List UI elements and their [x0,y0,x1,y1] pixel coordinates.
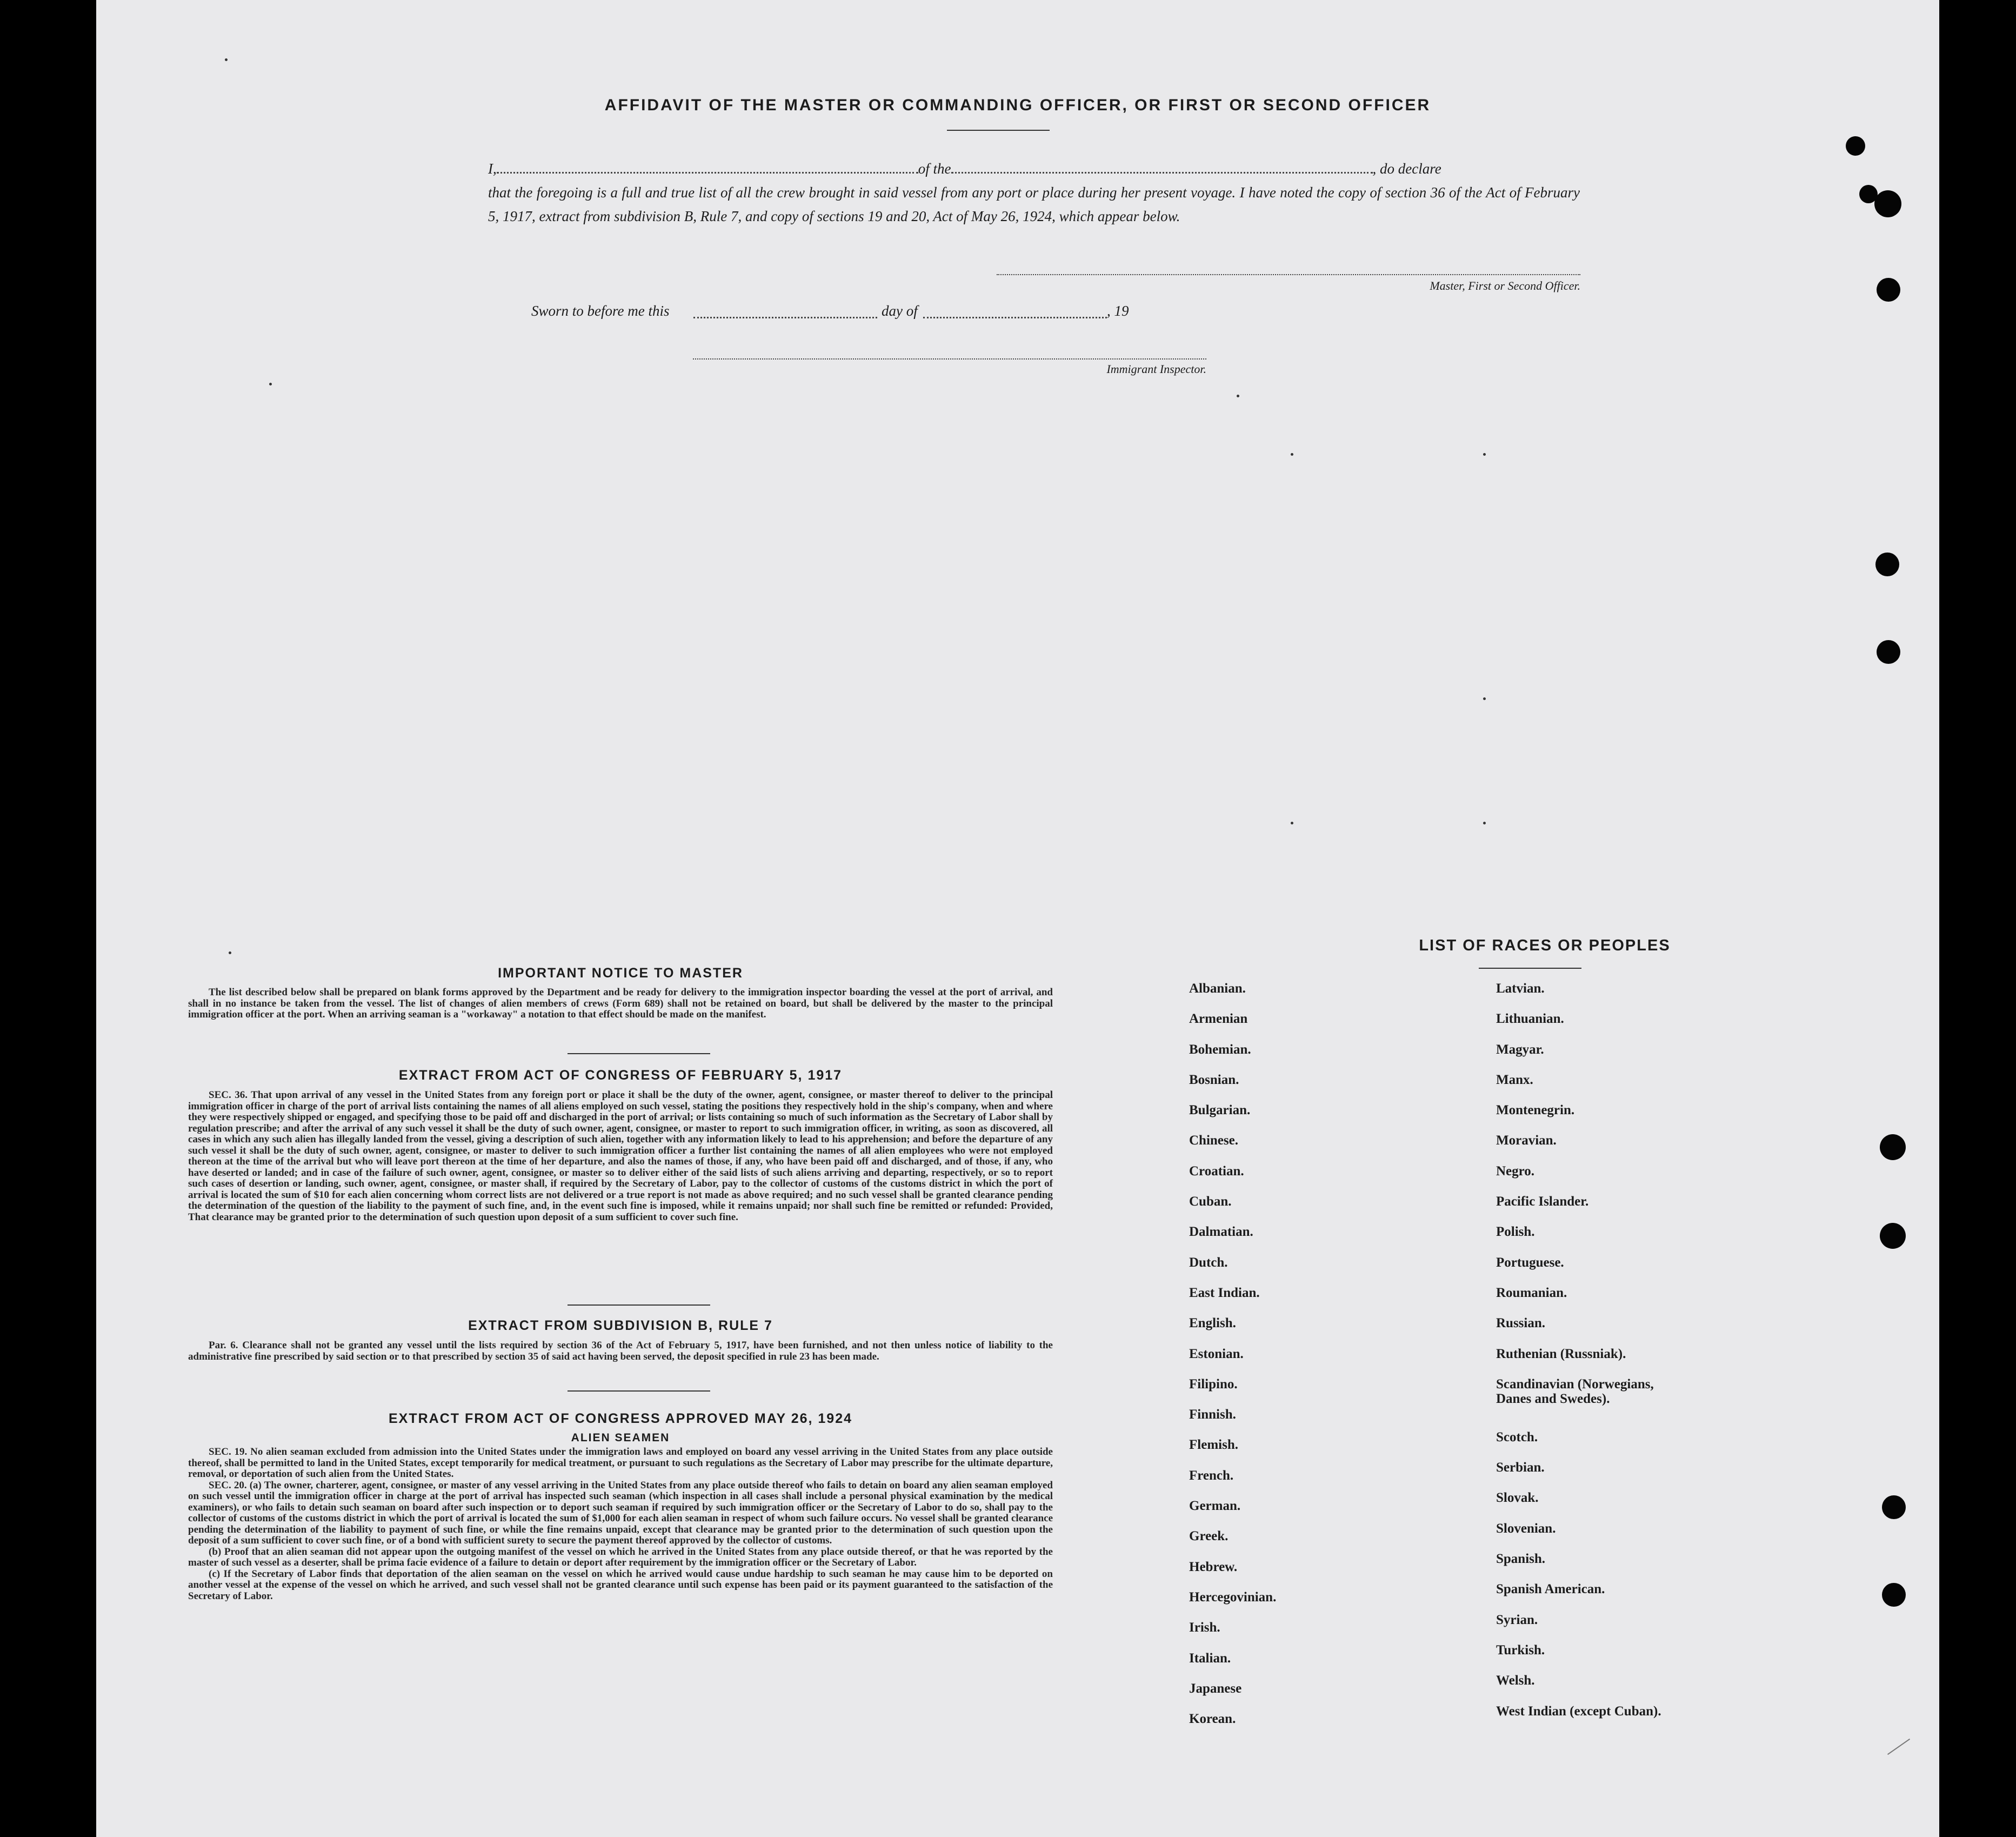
race-item: Spanish American. [1496,1582,1605,1597]
section-divider [568,1304,710,1306]
act-1924-sec-20b: (b) Proof that an alien seaman did not appear upon the outgoing manifest of the vessel on which he arrived in the United States from any place outside thereof, or that he was reported by the master of such vessel as a deserter, shall be prima facie evidence of a failure to detain or deport after requirement by the immigration officer or the Secretary of Labor. [188,1546,1053,1568]
act-1917-sec-36: SEC. 36. That upon arrival of any vessel in the United States from any foreign port or place it shall be the duty of the owner, agent, consignee, or master thereof to deliver to the principal immigration officer in charge of the port of arrival lists containing the names of all aliens employed on such vessel, stating the positions they respectively hold in the ship's company, when and where they were respectively shipped or engaged, and specifying those to be paid off and discharged in the port of arrival; or lists containing so much of such information as the Secretary of Labor shall by regulation prescribe; and after the arrival of any such vessel it shall be the duty of such owner, agent, consignee, or master to report to such immigration officer, in writing, as soon as discovered, all cases in which any such alien has illegally landed from the vessel, giving a description of such alien, together with any information likely to lead to his apprehension; and before the departure of any such vessel it shall be the duty of such owner, agent, consignee, or master to deliver to such immigration officer a further list containing the names of all alien employees who were not employed thereon at the time of the arrival but who will leave port thereon at the time of her departure, and also the names of those, if any, who have been paid off and discharged, and of those, if any, who have deserted or landed; and in case of the failure of such owner, agent, consignee, or master so to deliver either of the said lists of such aliens arriving and departing, respectively, or so to report such cases of desertion or landing, such owner, agent, consignee, or master shall, if required by the Secretary of Labor, pay to the collector of customs of the customs district in which the port of arrival is located the sum of $10 for each alien concerning whom correct lists are not delivered or a true report is not made as above required; and no such vessel shall be granted clearance pending the determination of the question of the liability to the payment of such fine, and, in the event such fine is imposed, while it remains unpaid; nor shall such fine be remitted or refunded: Provided, That clearance may be granted prior to the determination of such question upon deposit of a sum sufficient to cover such fine. [188,1089,1053,1223]
affidavit-i-label: I, [488,161,497,177]
rule-7-title: EXTRACT FROM SUBDIVISION B, RULE 7 [468,1318,773,1333]
affidavit-of-the-label: of the [918,161,951,177]
sworn-month-field[interactable] [923,317,1107,318]
section-divider [568,1390,710,1392]
race-item: Latvian. [1496,981,1545,996]
sworn-label: Sworn to before me this [531,303,670,319]
race-item: French. [1189,1468,1234,1483]
race-item: Manx. [1496,1072,1533,1087]
section-divider [568,1053,710,1054]
race-item: German. [1189,1499,1241,1514]
notice-title: IMPORTANT NOTICE TO MASTER [498,966,743,981]
speck-decoration [1237,395,1239,397]
race-item: Scotch. [1496,1429,1538,1445]
race-item: Croatian. [1189,1163,1244,1179]
act-1917-title: EXTRACT FROM ACT OF CONGRESS OF FEBRUARY 5, 1917 [398,1068,843,1083]
speck-decoration [269,383,272,385]
speck-decoration [225,58,228,61]
races-left-column [1189,981,1276,1742]
race-item: West Indian (except Cuban). [1496,1703,1661,1719]
race-item: Moravian. [1496,1133,1557,1148]
race-item: Italian. [1189,1650,1231,1666]
race-item: Spanish. [1496,1552,1546,1567]
race-item: Chinese. [1189,1133,1238,1148]
race-item: Finnish. [1189,1407,1236,1422]
race-item: East Indian. [1189,1285,1260,1300]
race-item: Flemish. [1189,1437,1238,1453]
race-item: Irish. [1189,1620,1220,1635]
speck-decoration [1291,453,1293,456]
affidavit-do-declare-label: , do declare [1372,161,1441,177]
race-item: Korean. [1189,1712,1236,1727]
race-item: Cuban. [1189,1194,1232,1209]
affidavit-body-text: that the foregoing is a full and true list of all the crew brought in said vessel from any port or place during her present voyage. I have noted the copy of section 36 of the Act of February 5, 1917, extract from subdivision B, Rule 7, and copy of sections 19 and 20, Act of May 26, 1924, which appear below. [488,184,1580,224]
act-1924-text-block [188,1447,1053,1602]
race-item: Pacific Islander. [1496,1194,1589,1209]
race-item: Lithuanian. [1496,1011,1564,1027]
race-item: Dalmatian. [1189,1224,1253,1240]
race-item: Albanian. [1189,981,1246,996]
speck-decoration [1483,822,1486,824]
punch-hole-decoration [1877,278,1900,302]
race-item: Japanese [1189,1681,1242,1696]
affidavit-declaration [488,157,1580,228]
race-item: Serbian. [1496,1460,1545,1475]
punch-hole-decoration [1882,1583,1906,1607]
speck-decoration [1291,822,1293,824]
race-item: Armenian [1189,1011,1248,1027]
race-item: Bulgarian. [1189,1103,1251,1118]
speck-decoration [229,951,231,954]
inspector-caption: Immigrant Inspector. [1106,362,1206,376]
corner-mark [1887,1739,1910,1755]
punch-hole-decoration [1880,1223,1906,1249]
race-item: Slovenian. [1496,1521,1556,1536]
race-item: Magyar. [1496,1042,1544,1057]
speck-decoration [1483,453,1486,456]
officer-signature-caption: Master, First or Second Officer. [1430,279,1580,292]
punch-hole-decoration [1846,136,1865,156]
notice-text: The list described below shall be prepared on blank forms approved by the Department and be ready for delivery to the immigration inspector boarding the vessel at the port of arrival, and shall in no instance be taken from the vessel. The list of changes of alien members of crews (Form 689) shall not be retained on board, but shall be delivered by the master to the principal immigration officer at the port. When an arriving seaman is a "workaway" a notation to that effect should be made on the manifest. [188,987,1053,1020]
race-item: Scandinavian (Norwegians, Danes and Swedes). [1496,1376,1654,1406]
race-item: Filipino. [1189,1376,1238,1392]
vessel-field[interactable] [951,159,1373,174]
race-item: Polish. [1496,1224,1535,1240]
title-underline [947,130,1050,131]
act-1924-title: EXTRACT FROM ACT OF CONGRESS APPROVED MAY 26, 1924 [388,1411,853,1426]
punch-hole-decoration [1882,1495,1906,1519]
race-item: Ruthenian (Russniak). [1496,1346,1626,1361]
year-label: , 19 [1107,303,1129,319]
race-item: Hercegovinian. [1189,1589,1277,1605]
race-item: Welsh. [1496,1673,1535,1688]
rule-7-par-6: Par. 6. Clearance shall not be granted any vessel until the lists required by section 36 of the Act of February 5, 1917, have been furnished, and not then unless notice of liability to the administrative fine prescribed by said section or to that prescribed by section 35 of said act having been served, the deposit specified in rule 23 has been made. [188,1340,1053,1362]
race-item: Bosnian. [1189,1072,1239,1087]
day-of-label: day of [882,303,918,319]
race-item: Roumanian. [1496,1285,1567,1300]
race-item: Estonian. [1189,1346,1244,1361]
race-item: Greek. [1189,1529,1229,1544]
race-item: Slovak. [1496,1490,1539,1506]
race-item: Syrian. [1496,1612,1538,1627]
notice-text-block [188,987,1053,1021]
document-page [96,0,1939,1837]
officer-signature-line[interactable] [997,274,1580,275]
act-1917-text-block [188,1090,1053,1223]
race-item: Bohemian. [1189,1042,1251,1057]
punch-hole-decoration [1880,1134,1906,1160]
races-title-underline [1479,968,1581,969]
race-item: Dutch. [1189,1255,1228,1270]
act-1924-sec-20c: (c) If the Secretary of Labor finds that deportation of the alien seaman on the vessel on which he arrived would cause undue hardship to such seaman he may cause him to be deported on another vessel at the expense of the vessel on which he arrived, and such vessel shall not be granted clearance until such expense has been paid or its payment guaranteed to the satisfaction of the Secretary of Labor. [188,1568,1053,1602]
act-1924-sec-19: SEC. 19. No alien seaman excluded from admission into the United States under the immigration laws and employed on board any vessel arriving in the United States from any place outside thereof, shall be permitted to land in the United States, except temporarily for medical treatment, or pursuant to such regulations as the Secretary of Labor may prescribe for the ultimate departure, removal, or deportation of such alien from the United States. [188,1446,1053,1480]
races-list-title: LIST OF RACES OR PEOPLES [1419,937,1671,954]
race-item: Hebrew. [1189,1559,1238,1574]
alien-seamen-subtitle: ALIEN SEAMEN [571,1432,670,1444]
race-item: Portuguese. [1496,1255,1564,1270]
races-right-column [1496,981,1674,1734]
race-item: Russian. [1496,1316,1546,1331]
race-item: English. [1189,1316,1236,1331]
speck-decoration [1483,697,1486,700]
punch-hole-decoration [1874,190,1901,217]
race-item: Negro. [1496,1163,1535,1179]
act-1924-sec-20a: SEC. 20. (a) The owner, charterer, agent, consignee, or master of any vessel arriving in the United States from any place outside thereof who fails to detain on board any alien seaman employed on such vessel until the immigration officer in charge at the port of arrival has inspected such seaman (which inspection in all cases shall include a personal physical examination by the medical examiners), or who fails to detain such seaman on board after such inspection or to deport such seaman if required by such immigration officer or the Secretary of Labor to do so, shall pay to the collector of customs of the customs district in which the port of arrival is located the sum of $1,000 for each alien seaman in respect of whom such failure occurs. No vessel shall be granted clearance pending the determination of the liability to payment of such fine, or while the fine remains unpaid, except that clearance may be granted prior to the determination of such question upon the deposit of a sum sufficient to cover such fine, or of a bond with sufficient surety to secure the payment thereof approved by the collector of customs. [188,1479,1053,1546]
race-item: Montenegrin. [1496,1103,1575,1118]
sworn-day-field[interactable] [693,317,877,318]
rule-7-text-block [188,1340,1053,1362]
name-field[interactable] [497,159,918,174]
race-item: Turkish. [1496,1642,1545,1658]
punch-hole-decoration [1877,640,1900,664]
punch-hole-decoration [1875,553,1899,576]
affidavit-title: AFFIDAVIT OF THE MASTER OR COMMANDING OFFICER, OR FIRST OR SECOND OFFICER [604,96,1431,114]
inspector-signature-line[interactable] [693,358,1206,360]
